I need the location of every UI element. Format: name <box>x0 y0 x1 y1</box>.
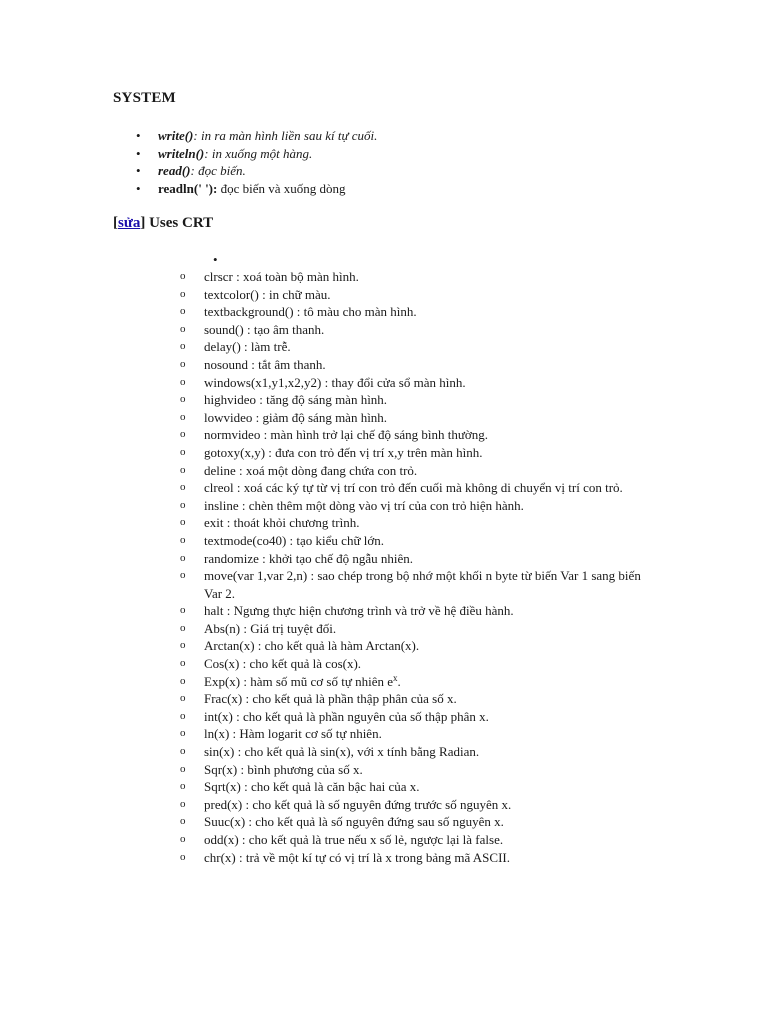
list-item <box>180 286 660 304</box>
crt-function-list <box>180 268 660 866</box>
circle-bullet-icon: o <box>180 797 186 810</box>
function-entry: sound() : tạo âm thanh. <box>204 321 325 337</box>
list-item <box>180 268 660 286</box>
function-entry: textbackground() : tô màu cho màn hình. <box>204 304 417 320</box>
list-item <box>180 532 660 550</box>
function-entry: halt : Ngưng thực hiện chương trình và trở về hệ điều hành. <box>204 603 514 619</box>
list-item <box>180 514 660 532</box>
circle-bullet-icon: o <box>180 533 186 546</box>
list-item <box>180 567 660 602</box>
circle-bullet-icon: o <box>180 762 186 775</box>
circle-bullet-icon: o <box>180 428 186 441</box>
circle-bullet-icon: o <box>180 410 186 423</box>
function-entry: Exp(x) : hàm số mũ cơ số tự nhiên e <box>204 673 394 689</box>
list-item <box>136 180 377 198</box>
exponent-tail: . <box>397 673 401 689</box>
list-item <box>180 426 660 444</box>
list-item <box>180 778 660 796</box>
list-item <box>180 497 660 515</box>
list-item <box>180 462 660 480</box>
list-item <box>180 602 660 620</box>
circle-bullet-icon: o <box>180 340 186 353</box>
section-heading-system: SYSTEM <box>113 90 176 106</box>
list-item <box>180 831 660 849</box>
circle-bullet-icon: o <box>180 322 186 335</box>
function-entry: clreol : xoá các ký tự từ vị trí con trỏ đến cuối mà không di chuyển vị trí con trỏ. <box>204 480 623 496</box>
circle-bullet-icon: o <box>180 745 186 758</box>
list-item <box>180 655 660 673</box>
circle-bullet-icon: o <box>180 516 186 529</box>
circle-bullet-icon: o <box>180 463 186 476</box>
function-entry: sin(x) : cho kết quả là sin(x), với x tính bằng Radian. <box>204 744 480 760</box>
function-entry: ln(x) : Hàm logarit cơ số tự nhiên. <box>204 726 382 742</box>
list-item <box>180 303 660 321</box>
function-description: in ra màn hình liền sau kí tự cuối. <box>197 128 378 143</box>
function-name: read() <box>158 163 191 178</box>
list-item <box>180 849 660 867</box>
function-entry: highvideo : tăng độ sáng màn hình. <box>204 392 388 408</box>
function-entry: int(x) : cho kết quả là phần nguyên của số thập phân x. <box>204 708 489 724</box>
function-entry: chr(x) : trả về một kí tự có vị trí là x trong bảng mã ASCII. <box>204 849 510 865</box>
list-item <box>180 338 660 356</box>
bullet-icon: • <box>136 163 141 178</box>
circle-bullet-icon: o <box>180 305 186 318</box>
function-separator: : <box>204 145 209 161</box>
function-entry: delay() : làm trễ. <box>204 339 291 355</box>
function-entry: Cos(x) : cho kết quả là cos(x). <box>204 656 362 672</box>
section-title: Uses CRT <box>145 215 214 231</box>
function-entry: textcolor() : in chữ màu. <box>204 286 331 302</box>
circle-bullet-icon: o <box>180 569 186 582</box>
circle-bullet-icon: o <box>180 692 186 705</box>
list-item <box>180 725 660 743</box>
list-item <box>180 708 660 726</box>
function-separator: : <box>193 128 198 143</box>
edit-link[interactable]: sửa <box>118 215 141 231</box>
list-item <box>180 356 660 374</box>
circle-bullet-icon: o <box>180 780 186 793</box>
function-description: đọc biến. <box>194 163 246 178</box>
list-item <box>136 162 377 180</box>
list-item <box>180 409 660 427</box>
function-entry: clrscr : xoá toàn bộ màn hình. <box>204 269 359 284</box>
list-item <box>180 743 660 761</box>
circle-bullet-icon: o <box>180 393 186 406</box>
function-name: write() <box>158 128 194 143</box>
bracket-open: [ <box>113 215 118 231</box>
list-item <box>180 690 660 708</box>
function-entry: odd(x) : cho kết quả là true nếu x số lẻ, ngược lại là false. <box>204 832 504 847</box>
list-item <box>180 620 660 638</box>
list-item <box>180 374 660 392</box>
list-item <box>180 550 660 568</box>
circle-bullet-icon: o <box>180 674 186 687</box>
function-description: đọc biến và xuống dòng <box>217 180 346 196</box>
function-description: in xuống một hàng. <box>208 145 313 161</box>
circle-bullet-icon: o <box>180 375 186 388</box>
function-entry: deline : xoá một dòng đang chứa con trỏ. <box>204 462 418 478</box>
function-separator: : <box>190 163 195 178</box>
list-item <box>136 145 377 163</box>
list-item <box>180 796 660 814</box>
function-entry: Frac(x) : cho kết quả là phần thập phân của số x. <box>204 691 457 707</box>
function-separator: : <box>213 180 218 196</box>
circle-bullet-icon: o <box>180 604 186 617</box>
circle-bullet-icon: o <box>180 287 186 300</box>
bracket-close: ] <box>140 215 146 231</box>
bullet-icon: • <box>136 145 141 161</box>
circle-bullet-icon: o <box>180 498 186 511</box>
circle-bullet-icon: o <box>180 815 186 828</box>
function-entry: Suuc(x) : cho kết quả là số nguyên đứng sau số nguyên x. <box>204 814 504 830</box>
function-entry: move(var 1,var 2,n) : sao chép trong bộ nhớ một khối n byte từ biến Var 1 sang biến Var 2. <box>204 568 641 601</box>
function-entry: Sqr(x) : bình phương của số x. <box>204 761 363 777</box>
function-entry: windows(x1,y1,x2,y2) : thay đổi cửa sổ màn hình. <box>204 374 466 390</box>
circle-bullet-icon: o <box>180 709 186 722</box>
circle-bullet-icon: o <box>180 833 186 845</box>
function-entry: Abs(n) : Giá trị tuyệt đối. <box>204 620 337 636</box>
list-item <box>180 813 660 831</box>
circle-bullet-icon: o <box>180 657 186 670</box>
section-heading-crt <box>113 215 213 232</box>
list-item <box>180 479 660 497</box>
function-entry: pred(x) : cho kết quả là số nguyên đứng trước số nguyên x. <box>204 796 512 812</box>
list-item <box>180 391 660 409</box>
system-function-list <box>136 127 377 197</box>
circle-bullet-icon: o <box>180 270 186 282</box>
circle-bullet-icon: o <box>180 445 186 458</box>
function-entry: insline : chèn thêm một dòng vào vị trí của con trỏ hiện hành. <box>204 497 524 513</box>
function-entry: nosound : tắt âm thanh. <box>204 356 326 372</box>
function-name: readln(' ') <box>158 180 214 196</box>
function-entry: textmode(co40) : tạo kiểu chữ lớn. <box>204 532 384 548</box>
list-item <box>180 321 660 339</box>
list-item <box>180 673 660 691</box>
function-entry: randomize : khởi tạo chế độ ngẫu nhiên. <box>204 550 414 566</box>
function-entry: normvideo : màn hình trở lại chế độ sáng bình thường. <box>204 427 489 443</box>
bullet-icon: • <box>136 128 141 143</box>
list-item <box>180 761 660 779</box>
circle-bullet-icon: o <box>180 621 186 634</box>
circle-bullet-icon: o <box>180 639 186 652</box>
function-entry: Sqrt(x) : cho kết quả là căn bậc hai của x. <box>204 779 420 795</box>
list-item <box>180 637 660 655</box>
empty-bullet-icon: • <box>213 252 218 267</box>
function-entry: Arctan(x) : cho kết quả là hàm Arctan(x). <box>204 638 420 654</box>
circle-bullet-icon: o <box>180 357 186 370</box>
function-entry: exit : thoát khỏi chương trình. <box>204 515 360 531</box>
exponent-superscript: x <box>393 672 398 683</box>
function-entry: gotoxy(x,y) : đưa con trỏ đến vị trí x,y trên màn hình. <box>204 444 483 460</box>
circle-bullet-icon: o <box>180 481 186 494</box>
function-entry: lowvideo : giảm độ sáng màn hình. <box>204 409 388 425</box>
circle-bullet-icon: o <box>180 850 186 863</box>
circle-bullet-icon: o <box>180 551 186 564</box>
bullet-icon: • <box>136 180 141 196</box>
list-item <box>136 127 377 145</box>
list-item <box>180 444 660 462</box>
function-name: writeln() <box>158 145 205 161</box>
circle-bullet-icon: o <box>180 727 186 740</box>
